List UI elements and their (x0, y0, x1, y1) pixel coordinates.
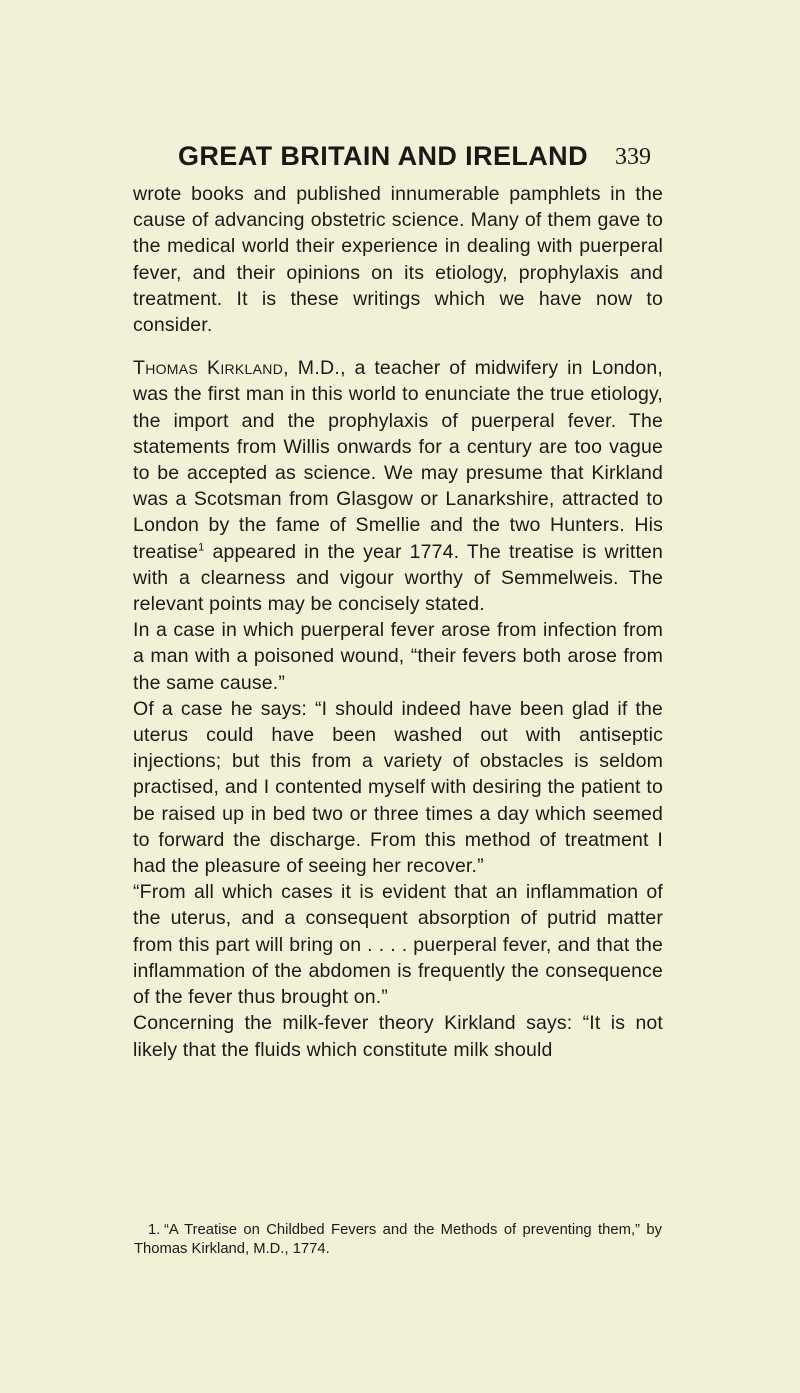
paragraph-kirkland-text: , a teacher of midwifery in London, was the first man in this world to enunciate the true etiology, the import and the prophylaxis of puerperal fever. The statements from Willis onwards for a century are too vague to be accepted as science. We may presume that Kirkland was a Scotsman from Glasgow or Lanarkshire, attracted to London by the fame of Smellie and the two Hunters. His treatise (133, 357, 663, 563)
paragraph-poisoned-wound: In a case in which puerperal fever arose from infection from a man with a poisoned wound, “their fevers both arose from the same cause.” (133, 619, 663, 694)
author-name: Thomas Kirkland, M.D. (133, 357, 341, 380)
footnote-number: 1. (148, 1222, 161, 1238)
running-title: GREAT BRITAIN AND IRELAND (178, 141, 588, 171)
paragraph-inflammation: “From all which cases it is evident that an inflammation of the uterus, and a consequent absorption of putrid matter from this part will bring on . . . . puerperal fever, and that the inflammation of the abdomen is frequently the consequence of the fever thus brought on.” (133, 881, 663, 1009)
paragraph-kirkland-rest: appeared in the year 1774. The treatise is written with a clearness and vigour worthy of Semmelweis. The relevant points may be concisely stated. (133, 540, 663, 616)
footnote-reference: 1 (198, 541, 205, 554)
paragraph-milk-fever: Concerning the milk-fever theory Kirkland says: “It is not likely that the fluids which constitute milk should (133, 1012, 663, 1061)
paragraph-antiseptic: Of a case he says: “I should indeed have been glad if the uterus could have been washed out with antiseptic injections; but this from a variety of obstacles is seldom practised, and I contented myself with desiring the patient to be raised up in bed two or three times a day which seemed to forward the discharge. From this method of treatment I had the pleasure of seeing her recover.” (133, 697, 663, 878)
footnote (134, 1221, 662, 1259)
body-text (133, 181, 663, 1063)
paragraph-opening: wrote books and published innumerable pamphlets in the cause of advancing obstetric science. Many of them gave to the medical world their experience in dealing with puerperal fever, and their opinions on its etiology, prophylaxis and treatment. It is these writings which we have now to consider. (133, 183, 663, 337)
paragraph-kirkland (133, 355, 663, 617)
page-number: 339 (615, 144, 651, 170)
running-head (178, 141, 658, 181)
footnote-text: “A Treatise on Childbed Fevers and the Methods of preventing them,” by Thomas Kirkland, M.D., 1774. (134, 1222, 662, 1257)
